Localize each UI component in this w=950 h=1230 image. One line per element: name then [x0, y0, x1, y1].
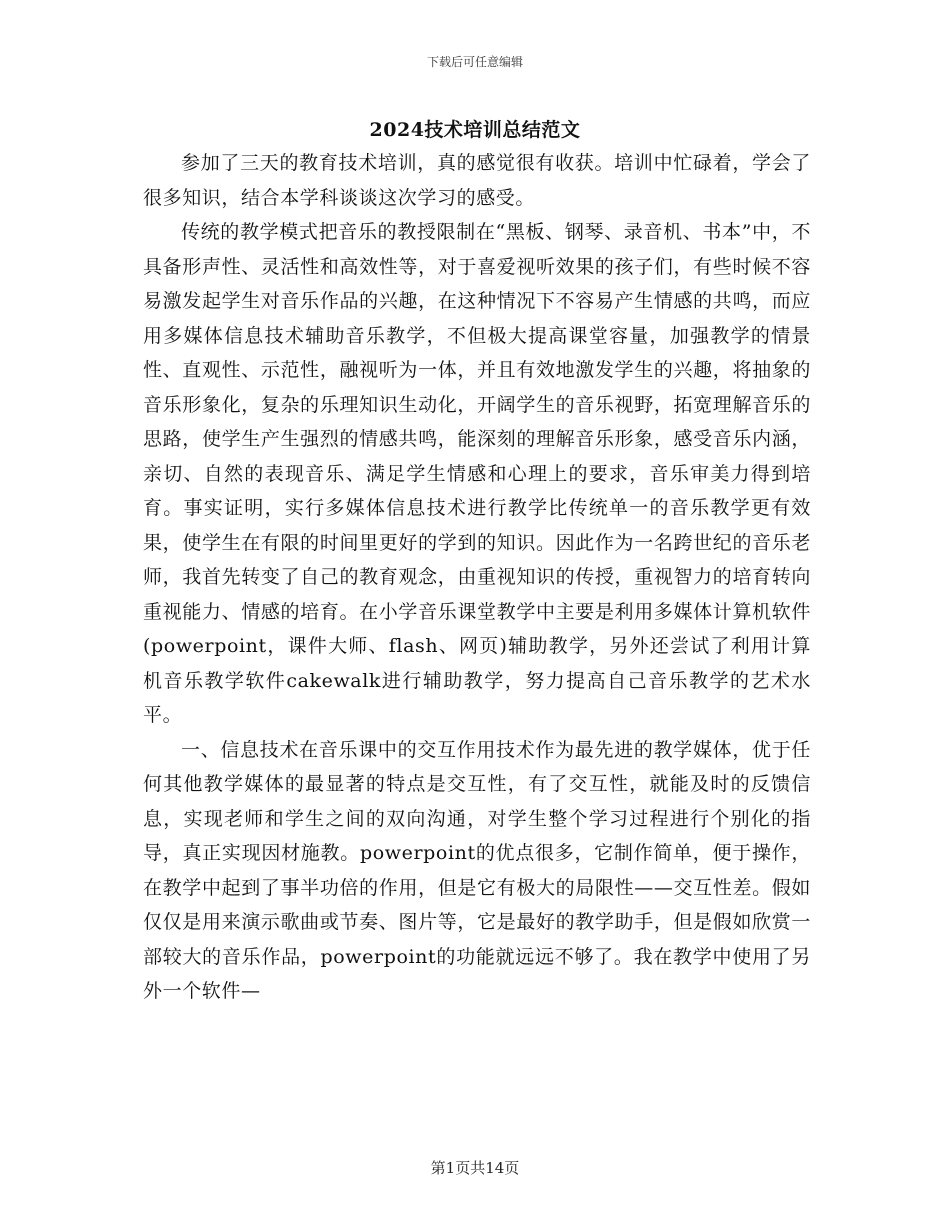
paragraph: 传统的教学模式把音乐的教授限制在“黑板、钢琴、录音机、书本”中，不具备形声性、灵活性和高效性等，对于喜爱视听效果的孩子们，有些时候不容易激发起学生对音乐作品的兴趣，在这种情况下不容易产生情感的共鸣，而应用多媒体信息技术辅助音乐教学，不但极大提高课堂容量，加强教学的情景性、直观性、示范性，融视听为一体，并且有效地激发学生的兴趣，将抽象的音乐形象化，复杂的乐理知识生动化，开阔学生的音乐视野，拓宽理解音乐的思路，使学生产生强烈的情感共鸣，能深刻的理解音乐形象，感受音乐内涵，亲切、自然的表现音乐、满足学生情感和心理上的要求，音乐审美力得到培育。事实证明，实行多媒体信息技术进行教学比传统单一的音乐教学更有效果，使学生在有限的时间里更好的学到的知识。因此作为一名跨世纪的音乐老师，我首先转变了自己的教育观念，由重视知识的传授，重视智力的培育转向重视能力、情感的培育。在小学音乐课堂教学中主要是利用多媒体计算机软件(powerpoint，课件大师、flash、网页)辅助教学，另外还尝试了利用计算机音乐教学软件cakewalk进行辅助教学，努力提高自己音乐教学的艺术水平。: [143, 221, 811, 726]
page-header-note: 下载后可任意编辑: [426, 55, 523, 69]
paragraph: 一、信息技术在音乐课中的交互作用技术作为最先进的教学媒体，优于任何其他教学媒体的最显著的特点是交互性，有了交互性，就能及时的反馈信息，实现老师和学生之间的双向沟通，对学生整个学习过程进行个别化的指导，真正实现因材施教。powerpoint的优点很多，它制作简单，便于操作，在教学中起到了事半功倍的作用，但是它有极大的局限性——交互性差。假如仅仅是用来演示歌曲或节奏、图片等，它是最好的教学助手，但是假如欣赏一部较大的音乐作品，powerpoint的功能就远远不够了。我在教学中使用了另外一个软件—: [143, 738, 811, 1002]
document-title: 2024技术培训总结范文: [369, 119, 581, 141]
document-body: [143, 146, 811, 1009]
page-number: 第1页共14页: [430, 1159, 520, 1177]
paragraph: 参加了三天的教育技术培训，真的感觉很有收获。培训中忙碌着，学会了很多知识，结合本学科谈谈这次学习的感受。: [143, 152, 811, 209]
